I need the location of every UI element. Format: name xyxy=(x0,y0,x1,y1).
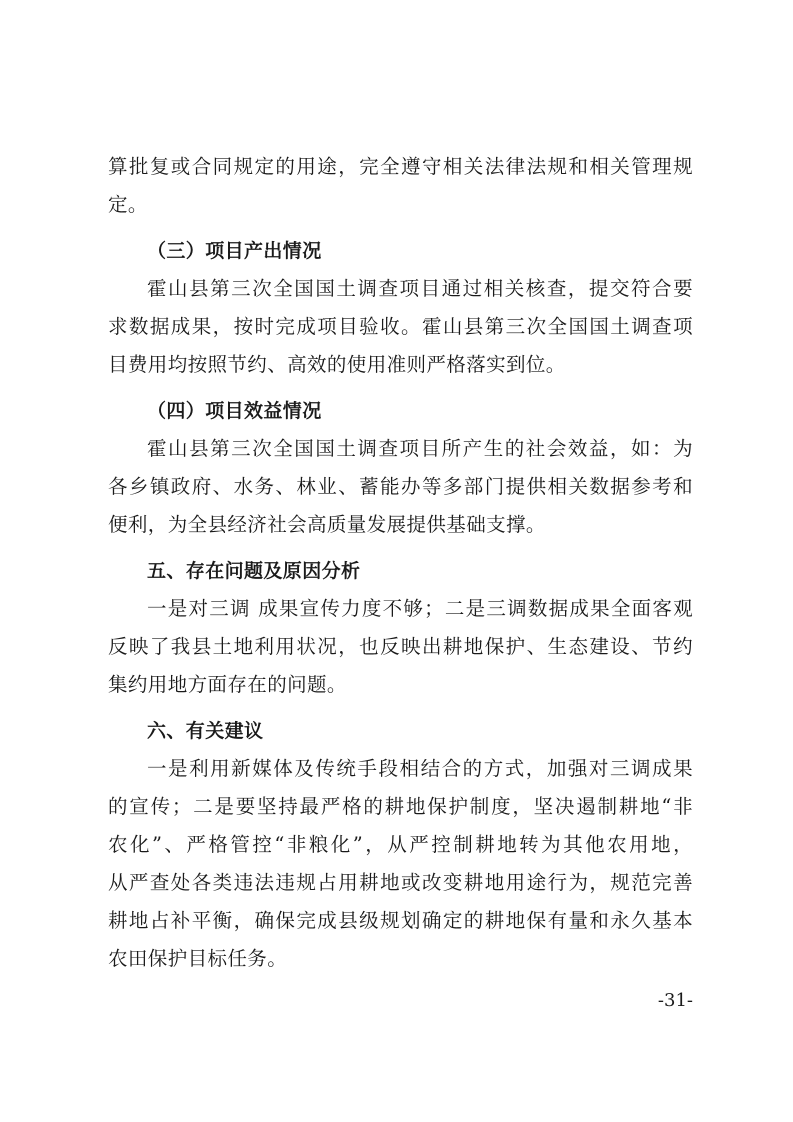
paragraph-line: 农田保护目标任务。 xyxy=(108,947,288,970)
paragraph-line: 从严查处各类违法违规占用耕地或改变耕地用途行为，规范完善 xyxy=(108,871,693,894)
paragraph-benefit xyxy=(108,430,693,544)
paragraph-line: 一是利用新媒体及传统手段相结合的方式，加强对三调成果 xyxy=(147,757,693,780)
paragraph-continued xyxy=(108,148,693,224)
paragraph-line: 求数据成果，按时完成项目验收。霍山县第三次全国国土调查项 xyxy=(108,315,693,338)
paragraph-line: 耕地占补平衡，确保完成县级规划确定的耕地保有量和永久基本 xyxy=(108,909,693,932)
paragraph-line: 霍山县第三次全国国土调查项目通过相关核查，提交符合要 xyxy=(147,277,693,300)
paragraph-suggestions xyxy=(108,750,693,978)
document-body xyxy=(108,148,693,978)
paragraph-line: 算批复或合同规定的用途，完全遵守相关法律法规和相关管理规 xyxy=(108,155,693,178)
section-heading-problems: 五、存在问题及原因分析 xyxy=(147,560,361,582)
paragraph-line: 各乡镇政府、水务、林业、蓄能办等多部门提供相关数据参考和 xyxy=(108,475,693,498)
section-heading-output: （三）项目产出情况 xyxy=(147,240,322,262)
paragraph-line: 的宣传；二是要坚持最严格的耕地保护制度，坚决遏制耕地“非 xyxy=(108,795,693,818)
section-heading-benefit: （四）项目效益情况 xyxy=(147,400,322,422)
paragraph-line: 农化”、严格管控“非粮化”，从严控制耕地转为其他农用地， xyxy=(108,833,693,856)
paragraph-line: 霍山县第三次全国国土调查项目所产生的社会效益，如：为 xyxy=(147,437,693,460)
section-heading-suggestions: 六、有关建议 xyxy=(147,720,264,742)
paragraph-line: 目费用均按照节约、高效的使用准则严格落实到位。 xyxy=(108,353,566,376)
paragraph-line: 反映了我县土地利用状况，也反映出耕地保护、生态建设、节约 xyxy=(108,635,693,658)
paragraph-output xyxy=(108,270,693,384)
page-number: -31- xyxy=(657,990,693,1011)
paragraph-line: 一是对三调 成果宣传力度不够；二是三调数据成果全面客观 xyxy=(147,597,693,620)
paragraph-problems xyxy=(108,590,693,704)
paragraph-line: 便利，为全县经济社会高质量发展提供基础支撑。 xyxy=(108,513,546,536)
paragraph-line: 集约用地方面存在的问题。 xyxy=(108,673,347,696)
paragraph-line: 定。 xyxy=(108,193,148,216)
